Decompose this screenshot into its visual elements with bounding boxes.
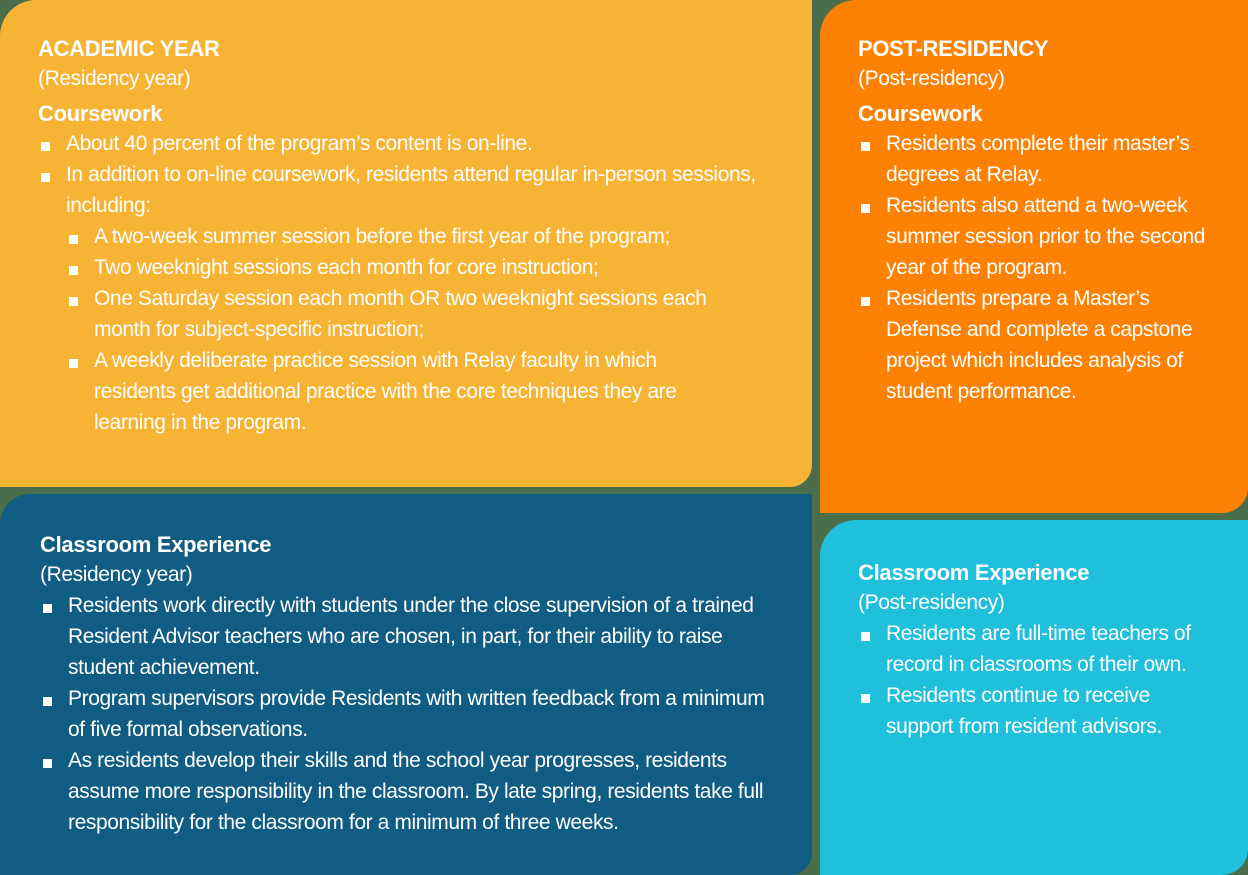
list-item: Residents work directly with students under the close supervision of a trained Resident Advisor teachers who are chosen, in part, for their ability to raise student achievement. <box>40 590 780 683</box>
panel-title: Classroom Experience <box>40 532 272 557</box>
bullet-list <box>40 590 780 838</box>
list-item: Residents are full-time teachers of record in classrooms of their own. <box>858 618 1198 680</box>
list-item: Residents continue to receive support from resident advisors. <box>858 680 1198 742</box>
list-item: One Saturday session each month OR two weeknight sessions each month for subject-specific instruction; <box>66 283 726 345</box>
section-heading: Coursework <box>858 101 983 126</box>
list-item: Residents complete their master’s degrees at Relay. <box>858 128 1208 190</box>
panel-subtitle: (Residency year) <box>40 563 193 586</box>
list-item: A weekly deliberate practice session with Relay faculty in which residents get additional practice with the core techniques they are learning in the program. <box>66 345 726 438</box>
classroom-post-panel <box>820 520 1248 875</box>
panel-title: POST-RESIDENCY <box>858 36 1049 61</box>
bullet-list <box>858 618 1198 742</box>
academic-year-panel <box>0 0 812 487</box>
classroom-residency-panel <box>0 494 812 875</box>
list-item: Residents prepare a Master’s Defense and complete a capstone project which includes analysis of student performance. <box>858 283 1208 407</box>
panel-title: ACADEMIC YEAR <box>38 36 220 61</box>
list-item: As residents develop their skills and the school year progresses, residents assume more responsibility in the classroom. By late spring, residents take full responsibility for the classroom for a minimum of three weeks. <box>40 745 780 838</box>
list-item <box>38 159 778 438</box>
section-heading: Coursework <box>38 101 163 126</box>
list-item-text: In addition to on-line coursework, residents attend regular in-person sessions, including: <box>66 163 756 217</box>
post-residency-panel <box>820 0 1248 513</box>
list-item: Program supervisors provide Residents with written feedback from a minimum of five formal observations. <box>40 683 780 745</box>
nested-bullet-list <box>66 221 726 438</box>
panel-title: Classroom Experience <box>858 560 1090 585</box>
bullet-list <box>38 128 778 438</box>
panel-subtitle: (Post-residency) <box>858 591 1005 614</box>
list-item: About 40 percent of the program’s content is on-line. <box>38 128 778 159</box>
panel-subtitle: (Residency year) <box>38 67 191 90</box>
list-item: A two-week summer session before the first year of the program; <box>66 221 726 252</box>
list-item: Residents also attend a two-week summer session prior to the second year of the program. <box>858 190 1208 283</box>
bullet-list <box>858 128 1208 407</box>
list-item: Two weeknight sessions each month for core instruction; <box>66 252 726 283</box>
panel-subtitle: (Post-residency) <box>858 67 1005 90</box>
